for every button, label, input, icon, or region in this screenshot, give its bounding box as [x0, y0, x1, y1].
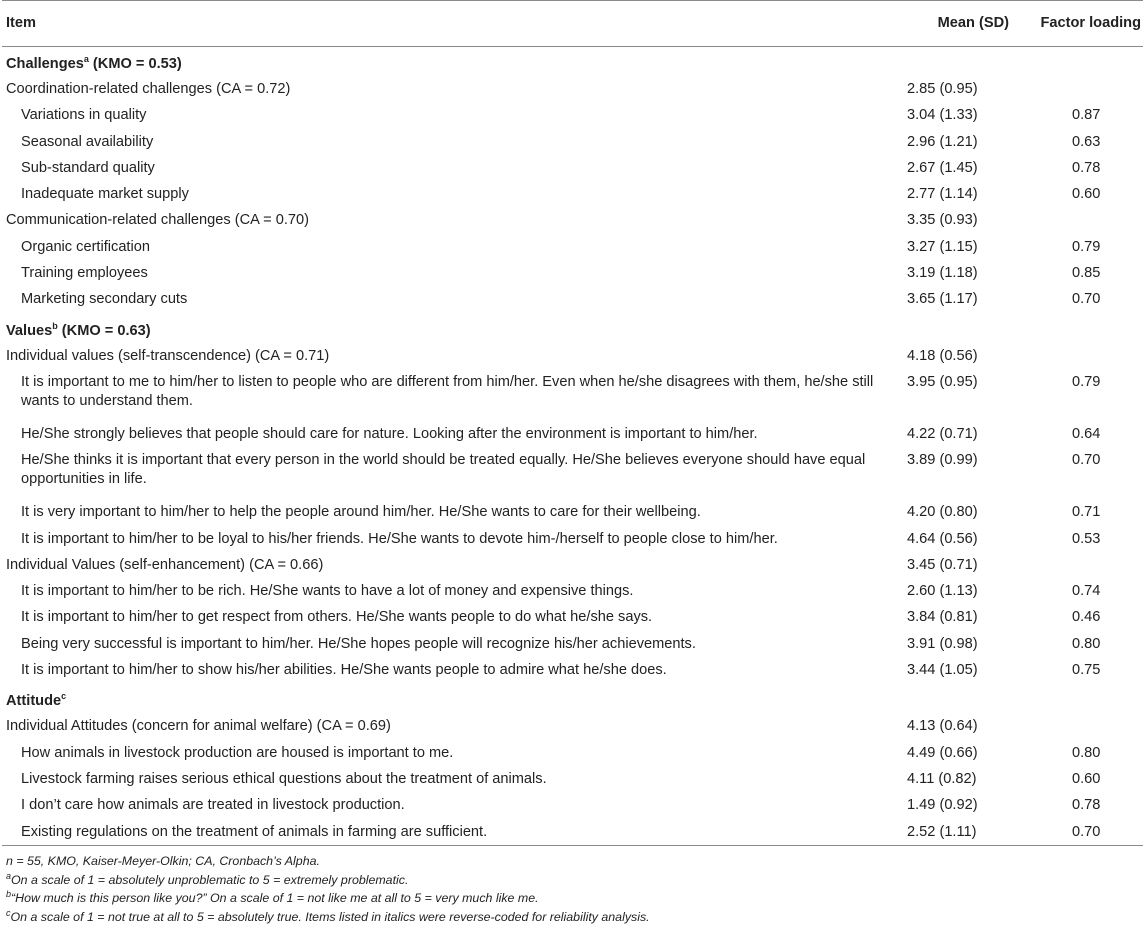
- factor-loading-cell: [1017, 553, 1143, 579]
- section-challenges: [2, 47, 1143, 78]
- item-cell: [899, 314, 1017, 344]
- item-cell: [1017, 684, 1143, 714]
- item-cell: Individual Attitudes (concern for animal welfare) (CA = 0.69): [6, 718, 391, 735]
- section-title: Values$^b$ (KMO = 0.63): [6, 320, 151, 339]
- item-cell: Individual values (self-transcendence) (CA = 0.71): [6, 347, 330, 364]
- table-row: [2, 422, 1143, 448]
- item-cell: It is very important to him/her to help the people around him/her. He/She wants to care for their wellbeing.: [21, 504, 701, 521]
- mean-sd-cell: 3.65 (1.17): [907, 291, 978, 308]
- item-cell: Individual Values (self-enhancement) (CA = 0.66): [6, 556, 324, 573]
- table-row: [2, 579, 1143, 605]
- item-cell: He/She thinks it is important that every person in the world should be treated equally. He/She believes everyone should have equal opportunities in life.: [21, 452, 866, 488]
- factor-loading-cell: 0.78: [1072, 797, 1101, 814]
- item-cell: [1017, 314, 1143, 344]
- section-attitude: [2, 684, 1143, 714]
- table-row: [2, 714, 1143, 740]
- factor-loading-cell: [1017, 344, 1143, 370]
- table-row: [2, 77, 1143, 103]
- factor-loading-cell: 0.70: [1072, 291, 1101, 308]
- mean-sd-cell: 2.52 (1.11): [907, 823, 977, 840]
- table-row: [2, 820, 1143, 846]
- table-row: [2, 741, 1143, 767]
- factor-loading-cell: 0.87: [1072, 107, 1101, 124]
- mean-sd-cell: 4.22 (0.71): [907, 425, 978, 442]
- section-values: [2, 314, 1143, 344]
- mean-sd-cell: 1.49 (0.92): [907, 797, 978, 814]
- mean-sd-cell: 3.27 (1.15): [907, 238, 978, 255]
- mean-sd-cell: 2.85 (0.95): [907, 81, 978, 97]
- item-cell: Marketing secondary cuts: [21, 291, 188, 308]
- factor-loading-cell: 0.80: [1072, 635, 1101, 652]
- mean-sd-cell: 2.67 (1.45): [907, 159, 978, 176]
- item-cell: Seasonal availability: [21, 133, 154, 150]
- item-cell: Communication-related challenges (CA = 0.70): [6, 212, 309, 229]
- mean-sd-cell: 4.20 (0.80): [907, 504, 978, 521]
- factor-loading-cell: 0.79: [1072, 238, 1101, 255]
- table-row: [2, 632, 1143, 658]
- item-cell: [899, 684, 1017, 714]
- factor-loading-cell: 0.70: [1072, 823, 1101, 840]
- factor-loading-cell: 0.74: [1072, 583, 1101, 600]
- item-cell: Coordination-related challenges (CA = 0.72): [6, 81, 291, 97]
- table-row: [2, 287, 1143, 313]
- table-row: [2, 527, 1143, 553]
- header-mean: Mean (SD): [937, 15, 1009, 31]
- table-row: [2, 767, 1143, 793]
- table-row: [2, 235, 1143, 261]
- footnote-b: $^b$“How much is this person like you?” On a scale of 1 = not like me at all to 5 = very much like me.: [6, 889, 539, 906]
- mean-sd-cell: 3.95 (0.95): [907, 373, 978, 390]
- factor-loading-cell: 0.85: [1072, 265, 1101, 282]
- mean-sd-cell: 4.11 (0.82): [907, 770, 977, 787]
- table-row: [2, 605, 1143, 631]
- factor-loading-cell: 0.60: [1072, 770, 1101, 787]
- mean-sd-cell: 3.44 (1.05): [907, 662, 978, 679]
- factor-loading-cell: 0.78: [1072, 159, 1101, 176]
- item-cell: Livestock farming raises serious ethical questions about the treatment of animals.: [21, 770, 547, 787]
- table-row: [2, 370, 1143, 422]
- table-footnotes: [6, 852, 1145, 926]
- mean-sd-cell: 3.35 (0.93): [907, 212, 978, 229]
- item-cell: It is important to me to him/her to listen to people who are different from him/her. Even when he/she disagrees with them, he/she still wants to understand them.: [21, 373, 874, 409]
- factor-loading-cell: 0.64: [1072, 425, 1101, 442]
- factor-loading-cell: 0.46: [1072, 609, 1101, 626]
- item-cell: [899, 47, 1017, 78]
- factor-loading-cell: 0.75: [1072, 662, 1101, 679]
- table-row: [2, 344, 1143, 370]
- mean-sd-cell: 3.45 (0.71): [907, 556, 978, 573]
- factor-loading-cell: 0.79: [1072, 373, 1101, 390]
- item-cell: Sub-standard quality: [21, 159, 155, 176]
- table-header-row: [2, 1, 1143, 47]
- factor-loading-cell: 0.71: [1072, 504, 1101, 521]
- table-row: [2, 658, 1143, 684]
- table-row: [2, 182, 1143, 208]
- table-row: [2, 208, 1143, 234]
- table-row: [2, 156, 1143, 182]
- factor-loading-cell: 0.53: [1072, 530, 1101, 547]
- item-cell: It is important to him/her to get respect from others. He/She wants people to do what he/she says.: [21, 609, 653, 626]
- factor-analysis-table: [2, 0, 1143, 846]
- factor-loading-cell: 0.63: [1072, 133, 1101, 150]
- mean-sd-cell: 4.64 (0.56): [907, 530, 978, 547]
- mean-sd-cell: 4.13 (0.64): [907, 718, 978, 735]
- mean-sd-cell: 3.84 (0.81): [907, 609, 978, 626]
- factor-loading-cell: [1017, 77, 1143, 103]
- table-row: [2, 500, 1143, 526]
- item-cell: Training employees: [21, 265, 148, 282]
- factor-loading-cell: 0.60: [1072, 186, 1101, 203]
- item-cell: It is important to him/her to show his/her abilities. He/She wants people to admire what he/she does.: [21, 662, 667, 679]
- header-loading: Factor loading: [1040, 15, 1141, 31]
- mean-sd-cell: 4.18 (0.56): [907, 347, 978, 364]
- footnote-n: n = 55, KMO, Kaiser-Meyer-Olkin; CA, Cronbach’s Alpha.: [6, 854, 320, 869]
- item-cell: I don’t care how animals are treated in livestock production.: [21, 797, 405, 814]
- table-row: [2, 261, 1143, 287]
- section-title: Challenges$^a$ (KMO = 0.53): [6, 54, 182, 72]
- item-cell: How animals in livestock production are housed is important to me.: [21, 744, 454, 761]
- footnote-a: $^a$On a scale of 1 = absolutely unproblematic to 5 = extremely problematic.: [6, 870, 409, 887]
- table-row: [2, 448, 1143, 500]
- item-cell: He/She strongly believes that people should care for nature. Looking after the environment is important to him/her.: [21, 425, 758, 442]
- mean-sd-cell: 3.89 (0.99): [907, 452, 978, 469]
- mean-sd-cell: 2.60 (1.13): [907, 583, 978, 600]
- header-item: Item: [6, 15, 37, 31]
- mean-sd-cell: 3.19 (1.18): [907, 265, 978, 282]
- item-cell: Variations in quality: [21, 107, 147, 124]
- item-cell: It is important to him/her to be loyal to his/her friends. He/She wants to devote him-/herself to people close to him/her.: [21, 530, 778, 547]
- item-cell: Organic certification: [21, 238, 150, 255]
- mean-sd-cell: 3.91 (0.98): [907, 635, 978, 652]
- table-row: [2, 130, 1143, 156]
- item-cell: Being very successful is important to him/her. He/She hopes people will recognize his/her achievements.: [21, 635, 696, 652]
- table-row: [2, 103, 1143, 129]
- mean-sd-cell: 4.49 (0.66): [907, 744, 978, 761]
- footnote-c: $^c$On a scale of 1 = not true at all to 5 = absolutely true. Items listed in italics were reverse-coded for reliability analysis.: [6, 907, 650, 924]
- factor-loading-cell: [1017, 714, 1143, 740]
- mean-sd-cell: 2.96 (1.21): [907, 133, 978, 150]
- item-cell: It is important to him/her to be rich. He/She wants to have a lot of money and expensive things.: [21, 583, 634, 600]
- factor-loading-cell: [1017, 208, 1143, 234]
- mean-sd-cell: 2.77 (1.14): [907, 186, 978, 203]
- item-cell: Existing regulations on the treatment of animals in farming are sufficient.: [21, 823, 488, 840]
- item-cell: Inadequate market supply: [21, 186, 189, 203]
- mean-sd-cell: 3.04 (1.33): [907, 107, 978, 124]
- item-cell: [1017, 47, 1143, 78]
- section-title: Attitude$^c$: [6, 691, 67, 710]
- factor-loading-cell: 0.80: [1072, 744, 1101, 761]
- table-row: [2, 553, 1143, 579]
- factor-loading-cell: 0.70: [1072, 452, 1101, 469]
- table-row: [2, 793, 1143, 819]
